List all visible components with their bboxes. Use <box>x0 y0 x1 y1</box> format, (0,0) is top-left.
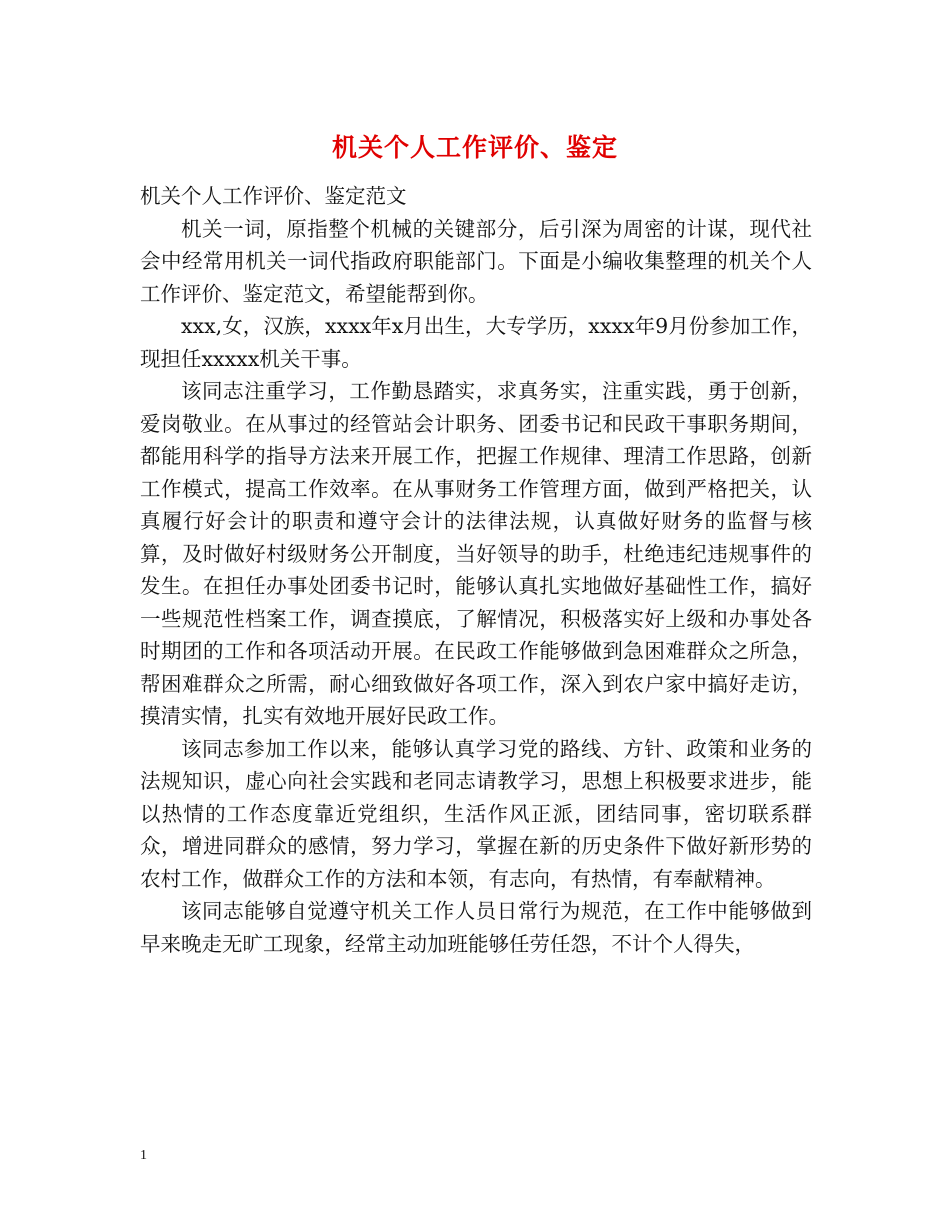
paragraph-intro: 机关一词，原指整个机械的关键部分，后引深为周密的计谋，现代社会中经常用机关一词代指政府职能部门。下面是小编收集整理的机关个人工作评价、鉴定范文，希望能帮到你。 <box>140 216 812 306</box>
paragraph-profile: xxx,女，汉族，xxxx年x月出生，大专学历，xxxx年9月份参加工作，现担任xxxxx机关干事。 <box>140 314 812 371</box>
page-number: 1 <box>140 1148 147 1163</box>
document-title: 机关个人工作评价、鉴定 <box>331 133 618 162</box>
document-subtitle: 机关个人工作评价、鉴定范文 <box>140 184 407 208</box>
paragraph-political-study: 该同志参加工作以来，能够认真学习党的路线、方针、政策和业务的法规知识，虚心向社会实践和老同志请教学习，思想上积极要求进步，能以热情的工作态度靠近党组织，生活作风正派，团结同事，密切联系群众，增进同群众的感情，努力学习，掌握在新的历史条件下做好新形势的农村工作，做群众工作的方法和本领，有志向，有热情，有奉献精神。 <box>140 736 812 891</box>
paragraph-work-performance: 该同志注重学习，工作勤恳踏实，求真务实，注重实践，勇于创新，爱岗敬业。在从事过的经管站会计职务、团委书记和民政干事职务期间，都能用科学的指导方法来开展工作，把握工作规律、理清工作思路，创新工作模式，提高工作效率。在从事财务工作管理方面，做到严格把关，认真履行好会计的职责和遵守会计的法律法规，认真做好财务的监督与核算，及时做好村级财务公开制度，当好领导的助手，杜绝违纪违规事件的发生。在担任办事处团委书记时，能够认真扎实地做好基础性工作，搞好一些规范性档案工作，调查摸底，了解情况，积极落实好上级和办事处各时期团的工作和各项活动开展。在民政工作能够做到急困难群众之所急，帮困难群众之所需，耐心细致做好各项工作，深入到农户家中搞好走访，摸清实情，扎实有效地开展好民政工作。 <box>140 379 812 728</box>
document-body <box>140 180 812 960</box>
paragraph-discipline: 该同志能够自觉遵守机关工作人员日常行为规范，在工作中能够做到早来晚走无旷工现象，经常主动加班能够任劳任怨，不计个人得失， <box>140 899 812 956</box>
